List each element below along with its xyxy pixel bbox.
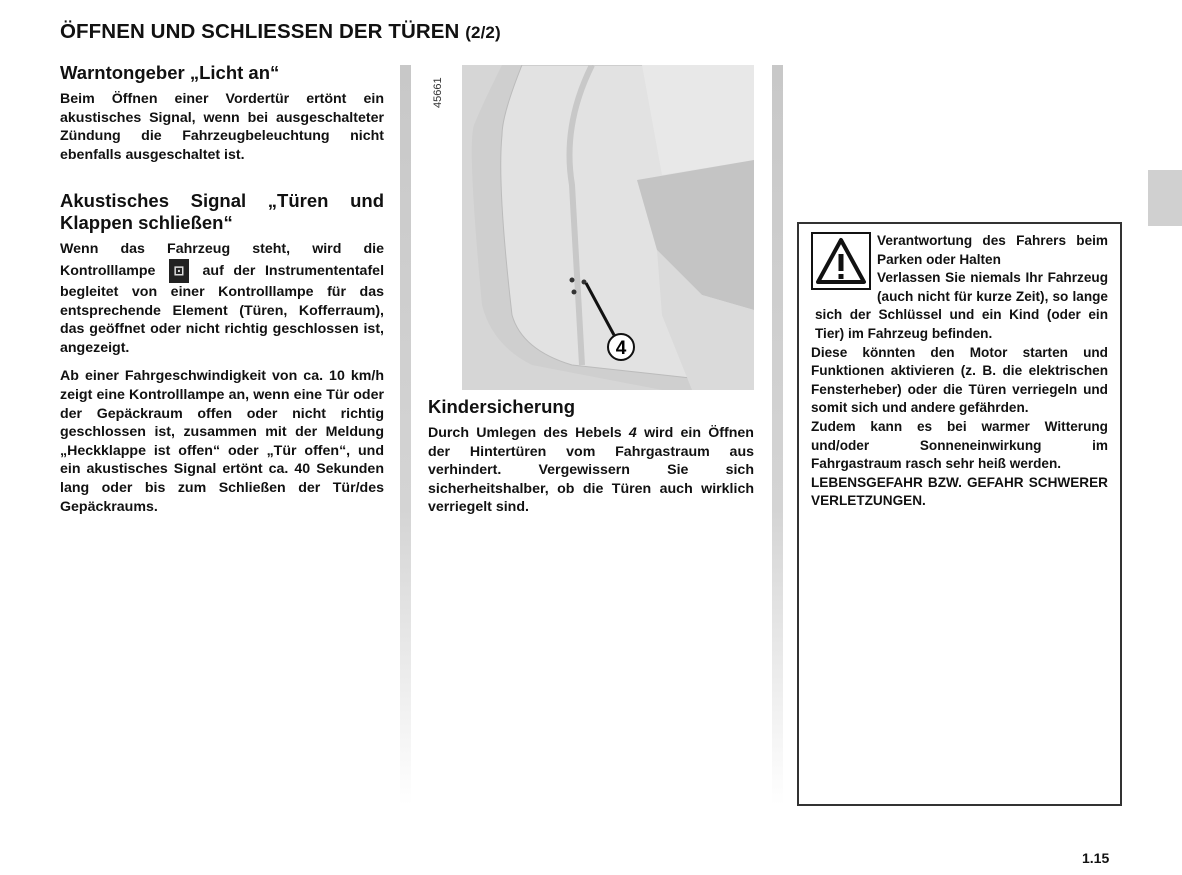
text: Wenn das Fahrzeug steht, wird die Kontrolllampe — [60, 241, 384, 279]
title-suffix: (2/2) — [465, 23, 501, 42]
warning-emphasis: LEBENSGEFAHR BZW. GEFAHR SCHWERER VERLETZUNGEN. — [811, 474, 1108, 509]
figure-number: 45661 — [432, 77, 444, 108]
child-lock-illustration — [462, 65, 754, 390]
warning-text: Zudem kann es bei warmer Witterung und/oder Sonneneinwirkung im Fahrgastraum rasch sehr heiß werden. — [811, 418, 1108, 472]
text: Durch Umlegen des Hebels — [428, 425, 622, 441]
paragraph: Ab einer Fahrgeschwindigkeit von ca. 10 km/h zeigt eine Kontrolllampe an, wenn eine Tür oder der Gepäckraum offen oder nicht richtig geschlossen ist, zusammen mit der Meldung „Heckklappe ist offen“ oder „Tür offen“, und ein akustisches Signal ertönt ca. 40 Sekunden lang oder bis zum Schließen der Tür/des Gepäckraums. — [60, 368, 384, 515]
chapter-tab — [1148, 170, 1182, 226]
lever-reference: 4 — [628, 425, 637, 441]
section-heading-child-lock: Kindersicherung — [428, 396, 575, 417]
section-heading-light-warning: Warntongeber „Licht an“ — [60, 62, 280, 83]
door-illustration — [462, 65, 754, 390]
text: auf der Instrumententafel begleitet von einer Kontrolllampe für das entsprechende Element (Türen, Kofferraum), das geöffnet oder nicht richtig geschlossen ist, angezeigt. — [60, 262, 385, 356]
warning-triangle-icon — [811, 232, 871, 290]
paragraph — [428, 424, 754, 517]
section-heading-door-signal: Akustisches Signal „Türen und Klappen schließen“ — [60, 190, 384, 234]
warning-text: Diese könnten den Motor starten und Funktionen aktivieren (z. B. die elektrischen Fensterheber) oder die Türen verriegeln und somit sich und andere gefährden. — [811, 344, 1108, 416]
warning-heading: Verantwortung des Fahrers beim Parken oder Halten — [877, 233, 1108, 267]
page-title — [60, 20, 501, 44]
title-text: ÖFFNEN UND SCHLIESSEN DER TÜREN — [60, 20, 460, 43]
left-column — [60, 62, 384, 526]
middle-column — [428, 396, 754, 527]
column-divider — [772, 65, 783, 805]
door-open-warning-lamp-icon: ⊡ — [169, 259, 189, 283]
paragraph — [60, 240, 384, 357]
callout-number: 4 — [615, 338, 627, 359]
column-divider — [400, 65, 411, 805]
page-number: 1.15 — [1082, 850, 1110, 866]
warning-text: Verlassen Sie niemals Ihr Fahrzeug (auch nicht für kurze Zeit), so lange sich der Schlüssel und ein Kind (oder ein Tier) im Fahrzeug befinden. — [815, 270, 1108, 341]
paragraph: Beim Öffnen einer Vordertür ertönt ein akustisches Signal, wenn bei ausgeschalteter Zündung die Fahrzeugbeleuchtung nicht ebenfalls ausgeschaltet ist. — [60, 91, 384, 163]
warning-box — [797, 222, 1122, 806]
text: wird ein Öffnen der Hintertüren vom Fahrgastraum aus verhindert. Vergewissern Sie sich sicherheitshalber, ob die Türen auch wirklich verriegelt sind. — [428, 425, 754, 516]
